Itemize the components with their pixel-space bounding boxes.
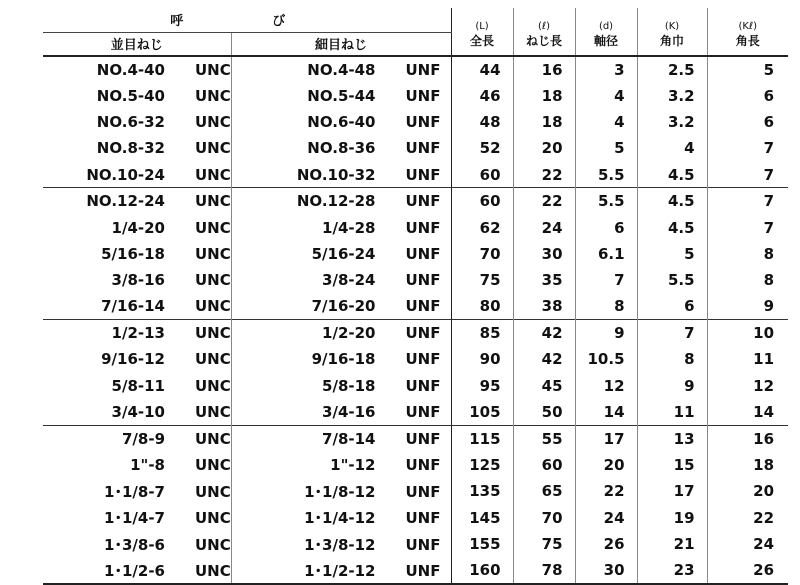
coarse-thread-unit: UNC [195, 192, 231, 211]
total-length-cell: 85 [451, 320, 513, 346]
coarse-thread-size: 1･1/4-7 [104, 509, 165, 528]
table-row [43, 478, 788, 504]
coarse-thread-size: 1/4-20 [111, 218, 165, 237]
fine-thread-unit: UNF [405, 509, 441, 528]
coarse-thread-cell [43, 452, 231, 478]
shaft-diameter-cell: 26 [575, 531, 637, 557]
coarse-thread-cell [43, 346, 231, 372]
fine-thread-cell [231, 425, 451, 451]
fine-thread-cell [231, 82, 451, 108]
fine-thread-size: NO.5-44 [307, 86, 376, 105]
square-width-cell: 5.5 [637, 267, 707, 293]
fine-thread-cell [231, 531, 451, 557]
shaft-diameter-cell: 3 [575, 56, 637, 82]
coarse-thread-cell [43, 320, 231, 346]
shaft-diameter-cell: 7 [575, 267, 637, 293]
thread-length-cell: 22 [513, 162, 575, 188]
square-width-cell: 23 [637, 557, 707, 583]
fine-thread-unit: UNF [405, 350, 441, 369]
table-row [43, 320, 788, 346]
square-length-cell: 7 [707, 135, 788, 161]
coarse-thread-size: 1"-8 [130, 456, 165, 475]
shaft-diameter-cell: 14 [575, 399, 637, 425]
shaft-diameter-cell: 12 [575, 373, 637, 399]
coarse-thread-size: NO.4-40 [96, 60, 165, 79]
coarse-thread-cell [43, 505, 231, 531]
fine-thread-unit: UNF [405, 376, 441, 395]
total-length-cell: 60 [479, 165, 501, 184]
fine-thread-cell [231, 399, 451, 425]
fine-thread-unit: UNF [405, 192, 441, 211]
coarse-thread-unit: UNC [195, 429, 231, 448]
fine-thread-cell [231, 267, 451, 293]
shaft-diameter-cell: 9 [575, 320, 637, 346]
square-width-cell: 2.5 [637, 56, 707, 82]
total-length-cell: 80 [479, 297, 501, 316]
coarse-thread-size: NO.12-24 [86, 192, 165, 211]
total-length-cell: 135 [469, 482, 501, 501]
thread-length-name-header: ねじ長 [513, 32, 575, 56]
coarse-thread-size: NO.10-24 [86, 165, 165, 184]
square-width-cell: 7 [637, 320, 707, 346]
square-length-cell: 14 [707, 399, 788, 425]
square-width-cell: 3.2 [637, 109, 707, 135]
coarse-thread-cell [43, 109, 231, 135]
fine-thread-size: NO.8-36 [307, 139, 376, 158]
fine-thread-cell [231, 320, 451, 346]
coarse-thread-unit: UNC [195, 165, 231, 184]
coarse-thread-cell [43, 56, 231, 82]
table-row [43, 531, 788, 557]
total-length-cell: 90 [479, 350, 501, 369]
fine-thread-unit: UNF [405, 165, 441, 184]
coarse-thread-size: 7/16-14 [101, 297, 165, 316]
square-length-cell: 12 [707, 373, 788, 399]
square-width-cell: 13 [637, 425, 707, 451]
thread-length-cell: 18 [513, 82, 575, 108]
shaft-diameter-cell: 5 [575, 135, 637, 161]
coarse-thread-unit: UNC [195, 218, 231, 237]
fine-thread-cell [231, 346, 451, 372]
thread-length-cell: 35 [513, 267, 575, 293]
coarse-thread-size: 1･1/2-6 [104, 561, 165, 580]
header-row-top [43, 8, 788, 32]
coarse-thread-size: NO.5-40 [96, 86, 165, 105]
fine-thread-unit: UNF [405, 297, 441, 316]
square-length-cell: 10 [707, 320, 788, 346]
coarse-thread-unit: UNC [195, 509, 231, 528]
fine-thread-cell [231, 478, 451, 504]
total-length-cell: 48 [479, 112, 501, 131]
thread-length-cell: 78 [513, 557, 575, 583]
thread-length-cell: 45 [513, 373, 575, 399]
square-length-cell: 7 [707, 188, 788, 214]
coarse-thread-unit: UNC [195, 403, 231, 422]
fine-thread-unit: UNF [405, 456, 441, 475]
fine-thread-cell [231, 241, 451, 267]
shaft-diameter-cell: 5.5 [575, 162, 637, 188]
table-row [43, 241, 788, 267]
coarse-thread-cell [43, 425, 231, 451]
thread-length-cell: 24 [513, 214, 575, 240]
square-length-cell: 6 [707, 109, 788, 135]
square-width-cell: 6 [637, 294, 707, 320]
fine-thread-size: 9/16-18 [311, 350, 376, 369]
coarse-thread-cell [43, 214, 231, 240]
square-length-cell: 8 [707, 241, 788, 267]
square-width-cell: 3.2 [637, 82, 707, 108]
square-width-cell: 8 [637, 346, 707, 372]
thread-length-cell: 42 [513, 320, 575, 346]
fine-thread-size: 3/4-16 [322, 403, 376, 422]
coarse-thread-cell [43, 373, 231, 399]
fine-thread-cell [231, 294, 451, 320]
square-length-cell: 7 [707, 214, 788, 240]
shaft-diameter-cell: 30 [575, 557, 637, 583]
fine-thread-unit: UNF [405, 324, 441, 343]
fine-thread-size: NO.4-48 [307, 60, 376, 79]
total-length-cell: 46 [479, 86, 501, 105]
square-length-cell: 7 [707, 162, 788, 188]
table-row [43, 162, 788, 188]
fine-thread-unit: UNF [405, 482, 441, 501]
fine-thread-size: 7/8-14 [322, 429, 376, 448]
square-length-name-header: 角長 [707, 32, 788, 56]
total-length-cell: 125 [469, 456, 501, 475]
square-width-cell: 11 [637, 399, 707, 425]
shaft-diameter-cell: 22 [575, 478, 637, 504]
fine-thread-size: 1･1/2-12 [304, 561, 376, 580]
table-body [43, 56, 788, 584]
square-length-cell: 8 [707, 267, 788, 293]
square-width-symbol-header: (K) [637, 8, 707, 32]
total-length-cell: 62 [479, 218, 501, 237]
coarse-thread-cell [43, 241, 231, 267]
table-row [43, 56, 788, 82]
coarse-thread-cell [43, 294, 231, 320]
square-length-cell: 24 [707, 531, 788, 557]
fine-thread-cell [231, 188, 451, 214]
table-row [43, 399, 788, 425]
shaft-diameter-cell: 6.1 [575, 241, 637, 267]
thread-length-cell: 18 [513, 109, 575, 135]
fine-thread-unit: UNF [405, 112, 441, 131]
coarse-thread-unit: UNC [195, 244, 231, 263]
total-length-cell: 155 [469, 535, 501, 554]
shaft-diameter-cell: 4 [575, 82, 637, 108]
fine-thread-unit: UNF [405, 403, 441, 422]
coarse-thread-size: 1･1/8-7 [104, 482, 165, 501]
table-row [43, 452, 788, 478]
fine-thread-unit: UNF [405, 535, 441, 554]
thread-length-cell: 75 [513, 531, 575, 557]
coarse-thread-unit: UNC [195, 112, 231, 131]
fine-thread-size: 1/4-28 [322, 218, 376, 237]
coarse-thread-cell [43, 82, 231, 108]
coarse-thread-size: 5/8-11 [111, 376, 165, 395]
table-row [43, 267, 788, 293]
table-row [43, 505, 788, 531]
square-length-cell: 5 [707, 56, 788, 82]
total-length-cell: 145 [469, 508, 501, 527]
thread-length-cell: 55 [513, 425, 575, 451]
coarse-thread-unit: UNC [195, 60, 231, 79]
shaft-diameter-cell: 8 [575, 294, 637, 320]
call-header: 呼 び [43, 8, 451, 32]
coarse-thread-unit: UNC [195, 271, 231, 290]
coarse-thread-cell [43, 399, 231, 425]
total-length-cell: 115 [451, 425, 513, 451]
coarse-thread-size: 3/4-10 [111, 403, 165, 422]
coarse-thread-size: 9/16-12 [101, 350, 165, 369]
square-length-cell: 18 [707, 452, 788, 478]
table-row [43, 373, 788, 399]
coarse-thread-cell [43, 135, 231, 161]
table-row [43, 346, 788, 372]
coarse-thread-cell [43, 162, 231, 188]
table-row [43, 82, 788, 108]
square-width-cell: 19 [637, 505, 707, 531]
total-length-cell: 44 [479, 60, 501, 79]
coarse-thread-unit: UNC [195, 139, 231, 158]
thread-length-cell: 42 [513, 346, 575, 372]
square-width-name-header: 角巾 [637, 32, 707, 56]
shaft-diameter-symbol-header: (d) [575, 8, 637, 32]
thread-length-cell: 30 [513, 241, 575, 267]
table-row [43, 135, 788, 161]
square-length-cell: 11 [707, 346, 788, 372]
fine-thread-size: NO.10-32 [296, 165, 376, 184]
shaft-diameter-cell: 6 [575, 214, 637, 240]
coarse-thread-size: 7/8-9 [121, 429, 165, 448]
table-row [43, 109, 788, 135]
fine-thread-unit: UNF [405, 271, 441, 290]
thread-length-cell: 22 [513, 188, 575, 214]
fine-thread-unit: UNF [405, 218, 441, 237]
fine-thread-size: NO.6-40 [307, 112, 376, 131]
fine-thread-unit: UNF [405, 139, 441, 158]
coarse-thread-unit: UNC [195, 350, 231, 369]
coarse-thread-unit: UNC [195, 376, 231, 395]
coarse-thread-size: 3/8-16 [111, 271, 165, 290]
fine-thread-unit: UNF [405, 561, 441, 580]
coarse-thread-unit: UNC [195, 324, 231, 343]
square-length-cell: 9 [707, 294, 788, 320]
fine-thread-unit: UNF [405, 429, 441, 448]
coarse-thread-size: NO.8-32 [96, 139, 165, 158]
coarse-thread-size: NO.6-32 [96, 112, 165, 131]
coarse-thread-unit: UNC [195, 561, 231, 580]
square-width-cell: 4.5 [637, 188, 707, 214]
shaft-diameter-cell: 20 [575, 452, 637, 478]
square-width-cell: 4.5 [637, 214, 707, 240]
total-length-cell: 160 [451, 557, 513, 583]
table-row [43, 425, 788, 451]
total-length-cell: 52 [479, 139, 501, 158]
shaft-diameter-cell: 24 [575, 505, 637, 531]
fine-thread-cell [231, 373, 451, 399]
fine-thread-header: 細目ねじ [231, 32, 451, 56]
table-row [43, 294, 788, 320]
square-width-cell: 9 [637, 373, 707, 399]
thread-length-cell: 38 [513, 294, 575, 320]
header-row-bottom [43, 32, 788, 56]
coarse-thread-size: 1/2-13 [111, 324, 165, 343]
fine-thread-size: NO.12-28 [296, 192, 376, 211]
square-length-cell: 22 [707, 505, 788, 531]
coarse-thread-cell [43, 531, 231, 557]
square-width-cell: 21 [637, 531, 707, 557]
square-length-cell: 20 [707, 478, 788, 504]
coarse-thread-size: 1･3/8-6 [104, 535, 165, 554]
fine-thread-size: 7/16-20 [311, 297, 376, 316]
fine-thread-cell [231, 56, 451, 82]
square-length-cell: 26 [707, 557, 788, 583]
shaft-diameter-cell: 17 [575, 425, 637, 451]
coarse-thread-unit: UNC [195, 86, 231, 105]
coarse-thread-size: 5/16-18 [101, 244, 165, 263]
square-length-cell: 6 [707, 82, 788, 108]
fine-thread-cell [231, 452, 451, 478]
square-width-cell: 4.5 [637, 162, 707, 188]
fine-thread-size: 1･1/4-12 [304, 509, 376, 528]
shaft-diameter-cell: 5.5 [575, 188, 637, 214]
coarse-thread-cell [43, 478, 231, 504]
fine-thread-size: 1"-12 [330, 456, 376, 475]
total-length-cell: 75 [479, 271, 501, 290]
fine-thread-unit: UNF [405, 60, 441, 79]
fine-thread-cell [231, 505, 451, 531]
shaft-diameter-name-header: 軸径 [575, 32, 637, 56]
coarse-thread-cell [43, 188, 231, 214]
fine-thread-size: 1/2-20 [322, 324, 376, 343]
coarse-thread-unit: UNC [195, 456, 231, 475]
shaft-diameter-cell: 4 [575, 109, 637, 135]
square-width-cell: 17 [637, 478, 707, 504]
square-width-cell: 4 [637, 135, 707, 161]
thread-length-cell: 60 [513, 452, 575, 478]
fine-thread-cell [231, 214, 451, 240]
table-row [43, 214, 788, 240]
square-width-cell: 15 [637, 452, 707, 478]
fine-thread-size: 1･1/8-12 [304, 482, 376, 501]
thread-length-cell: 50 [513, 399, 575, 425]
thread-length-cell: 65 [513, 478, 575, 504]
fine-thread-size: 5/16-24 [311, 244, 376, 263]
table-row [43, 188, 788, 214]
coarse-thread-unit: UNC [195, 482, 231, 501]
coarse-thread-unit: UNC [195, 297, 231, 316]
total-length-cell: 105 [469, 403, 501, 422]
spec-table [43, 8, 788, 585]
fine-thread-cell [231, 162, 451, 188]
length-name-header: 全長 [451, 32, 513, 56]
shaft-diameter-cell: 10.5 [575, 346, 637, 372]
fine-thread-size: 5/8-18 [322, 376, 376, 395]
fine-thread-cell [231, 109, 451, 135]
fine-thread-cell [231, 135, 451, 161]
square-length-symbol-header: (Kℓ) [707, 8, 788, 32]
thread-length-cell: 20 [513, 135, 575, 161]
fine-thread-unit: UNF [405, 244, 441, 263]
thread-length-cell: 70 [513, 505, 575, 531]
length-symbol-header: (L) [451, 8, 513, 32]
fine-thread-size: 3/8-24 [322, 271, 376, 290]
total-length-cell: 60 [451, 188, 513, 214]
fine-thread-size: 1･3/8-12 [304, 535, 376, 554]
fine-thread-unit: UNF [405, 86, 441, 105]
total-length-cell: 70 [479, 244, 501, 263]
coarse-thread-header: 並目ねじ [43, 32, 231, 56]
thread-length-cell: 16 [513, 56, 575, 82]
thread-length-symbol-header: (ℓ) [513, 8, 575, 32]
total-length-cell: 95 [479, 376, 501, 395]
coarse-thread-cell [43, 267, 231, 293]
coarse-thread-unit: UNC [195, 535, 231, 554]
square-width-cell: 5 [637, 241, 707, 267]
square-length-cell: 16 [707, 425, 788, 451]
